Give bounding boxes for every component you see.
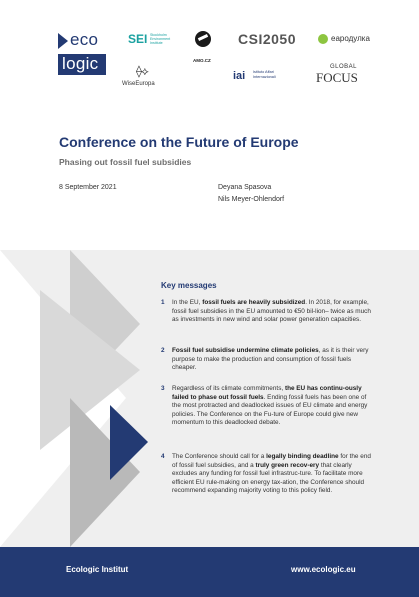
ecologic-logo-arrow [58, 33, 68, 49]
key-message-text-part: In the EU, [172, 299, 203, 306]
key-message-text-part: for the end of fossil fuel subsidies, and a [172, 453, 371, 469]
document-subtitle: Phasing out fossil fuel subsidies [59, 157, 192, 167]
key-message-number: 1 [161, 299, 165, 306]
key-message-number: 4 [161, 453, 165, 460]
key-message-text-bold: legally binding deadline [266, 453, 339, 460]
eapodulka-logo-label: eapодулка [331, 34, 370, 43]
key-messages-title: Key messages [161, 281, 217, 290]
key-message-text-part: The Conference should call for a [172, 453, 267, 460]
decorative-triangles [0, 250, 160, 547]
author-name: Nils Meyer-Ohlendorf [218, 196, 285, 203]
sei-logo-subtitle: Stockholm Environment Institute [150, 33, 171, 45]
eapodulka-dot-icon [318, 34, 328, 44]
key-message-text-part: that clearly excludes any funding for fossil fuel infrastruc-ture. To facilitate more efficient EU rule-making on energy tax-ation, the Conference should recommend expanding majority voting to this policy field. [172, 461, 365, 494]
document-title: Conference on the Future of Europe [59, 134, 299, 150]
eapodulka-logo [318, 33, 368, 49]
sei-logo [128, 32, 176, 52]
key-message-text-bold: Fossil fuel subsidise undermine climate policies [172, 347, 319, 354]
csi2050-logo: CSI2050 [238, 31, 296, 47]
wiseeuropa-mark-icon: ⟠⟡ [136, 64, 148, 78]
key-message-text-bold: fossil fuels are heavily subsidized [202, 299, 306, 306]
key-message-text-part: , as it is their very purpose to make the production and consumption of fossil fuels cheaper. [172, 347, 369, 371]
amo-logo-label: AMO.CZ [193, 58, 211, 63]
key-message-text [172, 299, 374, 325]
key-message-text-part: . In 2018, for example, fossil fuel subsidies in the EU amounted to €50 bil-lion– twice as much as investments in new wind and solar power generation capacities. [172, 299, 371, 323]
wiseeuropa-logo-label: WiseEuropa [122, 81, 155, 87]
iai-logo-subtitle: Istituto Affari Internazionali [253, 70, 276, 79]
globalfocus-logo [316, 64, 368, 90]
ecologic-logo-top [58, 30, 106, 52]
key-message-text-part: Regardless of its climate commitments, [172, 385, 285, 392]
wiseeuropa-logo [122, 64, 168, 90]
key-message-number: 3 [161, 385, 165, 392]
key-message-number: 2 [161, 347, 165, 354]
iai-logo-abbr: iai [233, 70, 246, 82]
footer-institute-name: Ecologic Institut [66, 565, 129, 574]
footer-bar [0, 547, 419, 597]
key-message-text-bold: truly green recov-ery [255, 461, 320, 469]
publication-date: 8 September 2021 [59, 184, 117, 191]
key-message-text [172, 385, 374, 428]
key-message-text [172, 453, 374, 496]
key-message-text-part: . Ending fossil fuels has been one of the most protracted and deadlocked issues of EU climate and energy policies. The Conference on the Fu-ture of Europe could give new momentum to this deadlocked debate. [172, 393, 368, 426]
globalfocus-logo-top: GLOBAL [330, 64, 358, 70]
key-message-text-bold: the EU has continu-ously failed to phase out fossil fuels [172, 385, 362, 401]
ecologic-logo-line1: eco [70, 30, 99, 49]
iai-logo [233, 68, 293, 88]
globalfocus-logo-main: FOCUS [316, 70, 358, 85]
footer-website-link[interactable]: www.ecologic.eu [291, 565, 356, 574]
ecologic-logo-line2: logic [62, 54, 99, 73]
sei-logo-abbr: SEI [128, 32, 148, 46]
ecologic-logo [58, 30, 106, 78]
author-name: Deyana Spasova [218, 184, 272, 191]
ecologic-logo-bottom [58, 54, 106, 75]
key-message-text [172, 347, 374, 373]
amo-logo [189, 31, 219, 65]
